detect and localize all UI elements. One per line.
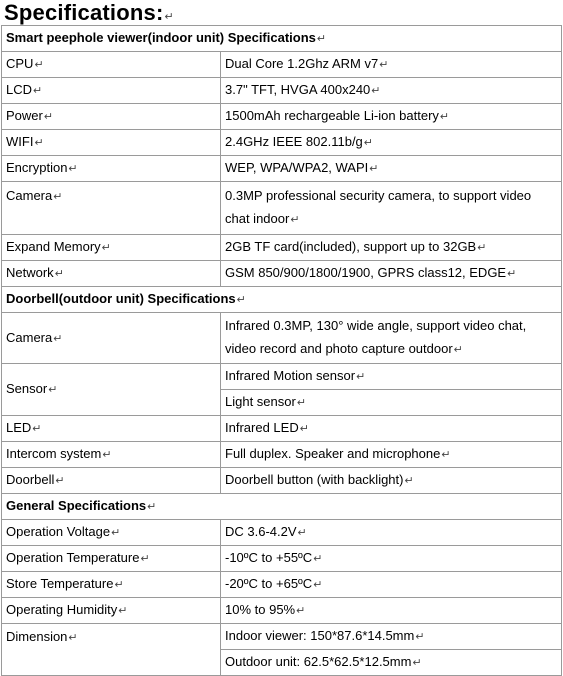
spec-row — [2, 78, 562, 104]
spec-row — [2, 313, 562, 364]
spec-label: Intercom system↵ — [2, 442, 221, 468]
section-header-row — [2, 287, 562, 313]
spec-row — [2, 235, 562, 261]
spec-value: GSM 850/900/1800/1900, GPRS class12, EDGE↵ — [221, 261, 562, 287]
spec-table — [1, 25, 562, 676]
spec-value: Light sensor↵ — [221, 390, 562, 416]
spec-row — [2, 261, 562, 287]
spec-row — [2, 468, 562, 494]
spec-value: -20ºC to +65ºC↵ — [221, 572, 562, 598]
spec-label: Sensor↵ — [2, 364, 221, 416]
spec-label: Operation Voltage↵ — [2, 520, 221, 546]
spec-value: 1500mAh rechargeable Li-ion battery↵ — [221, 104, 562, 130]
spec-label: Operation Temperature↵ — [2, 546, 221, 572]
spec-label: Dimension↵ — [2, 624, 221, 676]
section-header-row — [2, 494, 562, 520]
spec-value: 0.3MP professional security camera, to support video chat indoor↵ — [221, 182, 562, 235]
spec-row — [2, 156, 562, 182]
spec-value: WEP, WPA/WPA2, WAPI↵ — [221, 156, 562, 182]
spec-row — [2, 520, 562, 546]
spec-label: Power↵ — [2, 104, 221, 130]
spec-row — [2, 364, 562, 390]
spec-label: Network↵ — [2, 261, 221, 287]
spec-row — [2, 182, 562, 235]
return-mark-icon: ↵ — [164, 11, 174, 23]
spec-value: 3.7" TFT, HVGA 400x240↵ — [221, 78, 562, 104]
spec-label: CPU↵ — [2, 52, 221, 78]
section-heading: Smart peephole viewer(indoor unit) Specifications↵ — [2, 26, 562, 52]
spec-value: Infrared 0.3MP, 130° wide angle, support video chat, video record and photo capture outdoor↵ — [221, 313, 562, 364]
spec-value: Indoor viewer: 150*87.6*14.5mm↵ — [221, 624, 562, 650]
spec-label: Camera↵ — [2, 182, 221, 235]
spec-label: LED↵ — [2, 416, 221, 442]
spec-value: -10ºC to +55ºC↵ — [221, 546, 562, 572]
spec-label: Encryption↵ — [2, 156, 221, 182]
spec-label: Camera↵ — [2, 313, 221, 364]
spec-row — [2, 130, 562, 156]
section-header-row — [2, 26, 562, 52]
spec-label: Doorbell↵ — [2, 468, 221, 494]
spec-label: LCD↵ — [2, 78, 221, 104]
spec-value: Infrared LED↵ — [221, 416, 562, 442]
spec-row — [2, 572, 562, 598]
spec-value: Dual Core 1.2Ghz ARM v7↵ — [221, 52, 562, 78]
spec-value: 2.4GHz IEEE 802.11b/g↵ — [221, 130, 562, 156]
spec-row — [2, 52, 562, 78]
spec-label: Store Temperature↵ — [2, 572, 221, 598]
spec-label: Expand Memory↵ — [2, 235, 221, 261]
spec-value: Infrared Motion sensor↵ — [221, 364, 562, 390]
spec-row — [2, 442, 562, 468]
spec-value: 2GB TF card(included), support up to 32GB↵ — [221, 235, 562, 261]
spec-value: Full duplex. Speaker and microphone↵ — [221, 442, 562, 468]
spec-row — [2, 416, 562, 442]
section-heading: Doorbell(outdoor unit) Specifications↵ — [2, 287, 562, 313]
spec-row — [2, 546, 562, 572]
spec-label: WIFI↵ — [2, 130, 221, 156]
spec-value: 10% to 95%↵ — [221, 598, 562, 624]
spec-row — [2, 104, 562, 130]
spec-value: Doorbell button (with backlight)↵ — [221, 468, 562, 494]
spec-row — [2, 598, 562, 624]
spec-row — [2, 624, 562, 650]
page-title: Specifications:↵ — [4, 0, 174, 25]
spec-value: Outdoor unit: 62.5*62.5*12.5mm↵ — [221, 650, 562, 676]
section-heading: General Specifications↵ — [2, 494, 562, 520]
spec-label: Operating Humidity↵ — [2, 598, 221, 624]
spec-value: DC 3.6-4.2V↵ — [221, 520, 562, 546]
